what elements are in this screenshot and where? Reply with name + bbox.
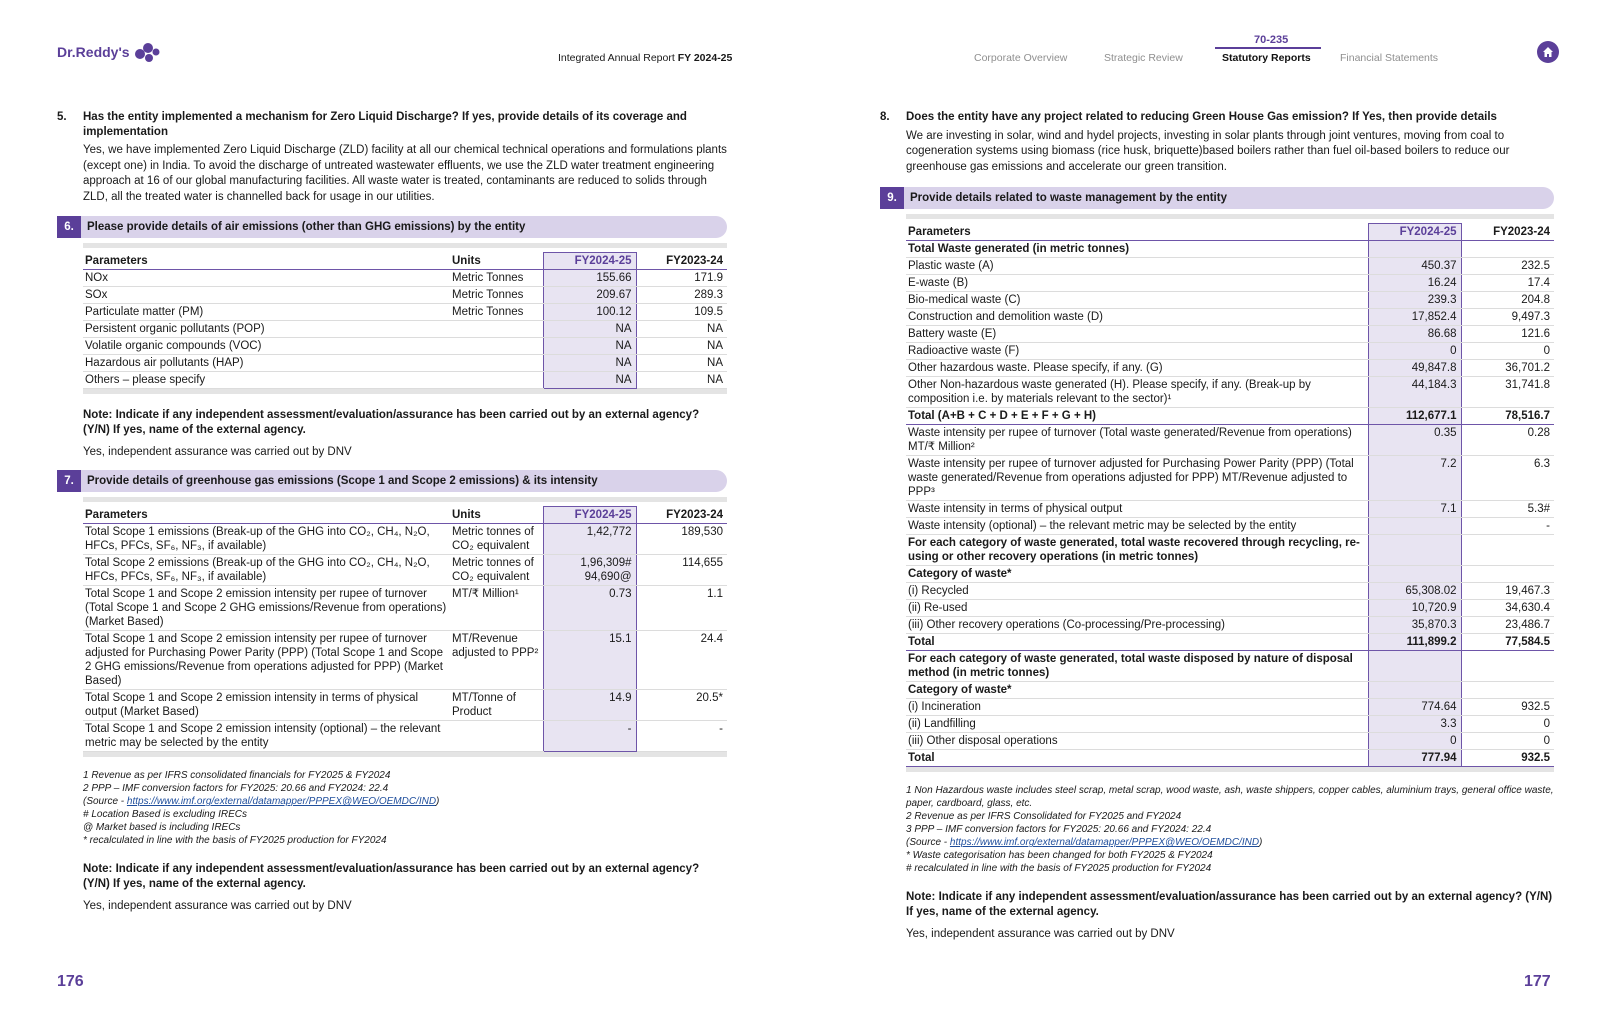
table-row: Total Waste generated (in metric tonnes) xyxy=(906,241,1554,258)
footnotes: 1 Non Hazardous waste includes steel scrap, metal scrap, wood waste, ash, waste shippers, copper cables, aluminium trays, general office waste, paper, cardboard, glass, etc. 2 Revenue as per IFRS Consolidated for FY2025 and FY2024 3 PPP – IMF conversion factors for FY2025: 20.66 and FY2024: 22.4 (Source - https://www.imf.org/external/datamapper/PPPEX@WEO/OEMDC/IND) * Waste categorisation has been changed for both FY2025 & FY2024 # recalculated in line with the basis of FY2025 production for FY2024 xyxy=(906,785,1554,875)
section-6-bar: 6. Please provide details of air emissions (other than GHG emissions) by the entity xyxy=(57,216,727,238)
table-top-rule xyxy=(83,243,727,248)
tab-corporate-overview[interactable]: Corporate Overview xyxy=(974,52,1068,64)
section-6-title: Please provide details of air emissions (other than GHG emissions) by the entity xyxy=(87,221,526,234)
table-row: Total 777.94 932.5 xyxy=(906,750,1554,767)
waste-management-table xyxy=(906,223,1554,767)
table-header-row: Parameters FY2024-25 FY2023-24 xyxy=(906,224,1554,241)
table-row: Category of waste* xyxy=(906,682,1554,699)
table-row: Total Scope 2 emissions (Break-up of the GHG into CO₂, CH₄, N₂O, HFCs, PFCs, SF₆, NF₃, if available) Metric tonnes of CO₂ equivalent 1,96,309# 94,690@ 114,655 xyxy=(83,555,727,586)
table-header-row: Parameters Units FY2024-25 FY2023-24 xyxy=(83,507,727,524)
ghg-emissions-table xyxy=(83,506,727,752)
table-row: E-waste (B) 16.24 17.4 xyxy=(906,275,1554,292)
table-row: Waste intensity in terms of physical output 7.1 5.3# xyxy=(906,501,1554,518)
section-7-bar: 7. Provide details of greenhouse gas emissions (Scope 1 and Scope 2 emissions) & its intensity xyxy=(57,470,727,492)
table-row: Other Non-hazardous waste generated (H). Please specify, if any. (Break-up by composition i.e. by materials relevant to the sector)¹ 44,184.3 31,741.8 xyxy=(906,377,1554,408)
table-row: Construction and demolition waste (D) 17,852.4 9,497.3 xyxy=(906,309,1554,326)
table-row: Bio-medical waste (C) 239.3 204.8 xyxy=(906,292,1554,309)
question-8-title: Does the entity have any project related to reducing Green House Gas emission? If Yes, then provide details xyxy=(906,111,1497,123)
report-title: Integrated Annual Report FY 2024-25 xyxy=(558,52,733,64)
table-row: Battery waste (E) 86.68 121.6 xyxy=(906,326,1554,343)
table-row: Persistent organic pollutants (POP) NA NA xyxy=(83,321,727,338)
section-9-answer: Yes, independent assurance was carried out by DNV xyxy=(906,928,1175,941)
tab-statutory-reports[interactable]: Statutory Reports xyxy=(1222,52,1311,64)
table-row: (iii) Other disposal operations 0 0 xyxy=(906,733,1554,750)
table-row: Total (A+B + C + D + E + F + G + H) 112,677.1 78,516.7 xyxy=(906,408,1554,425)
page-number-right: 177 xyxy=(1524,973,1551,990)
home-icon xyxy=(1542,46,1554,58)
home-button[interactable] xyxy=(1537,41,1559,63)
table-row: Volatile organic compounds (VOC) NA NA xyxy=(83,338,727,355)
table-row: Total Scope 1 and Scope 2 emission intensity (optional) – the relevant metric may be selected by the entity - - xyxy=(83,721,727,752)
table-row: Particulate matter (PM) Metric Tonnes 100.12 109.5 xyxy=(83,304,727,321)
page-number-left: 176 xyxy=(57,973,84,990)
question-5: 5. Has the entity implemented a mechanism for Zero Liquid Discharge? If yes, provide details of its coverage and implementation Yes, we have implemented Zero Liquid Discharge (ZLD) facility at all our chemical technical operations and formulations plants (except one) in India. To avoid the discharge of untreated wastewater effluents, we use the ZLD water treatment engineering approach at 16 of our global manufacturing facilities. All waste water is treated, contaminants are reduced to solids through ZLD, all the treated water is channelled back for usage in our utilities. xyxy=(57,110,727,205)
table-row: (ii) Landfilling 3.3 0 xyxy=(906,716,1554,733)
question-5-title: Has the entity implemented a mechanism for Zero Liquid Discharge? If yes, provide details of its coverage and implementation xyxy=(83,111,687,138)
section-6-answer: Yes, independent assurance was carried out by DNV xyxy=(83,446,352,459)
table-row: (i) Recycled 65,308.02 19,467.3 xyxy=(906,583,1554,600)
table-row: Total Scope 1 and Scope 2 emission intensity per rupee of turnover adjusted for Purchasing Power Parity (PPP) (Total Scope 1 and Scope 2 GHG emissions/Revenue from operations adjusted for PPP) (Market Based) MT/Revenue adjusted to PPP² 15.1 24.4 xyxy=(83,631,727,690)
table-row: (iii) Other recovery operations (Co-processing/Pre-processing) 35,870.3 23,486.7 xyxy=(906,617,1554,634)
section-7-note: Note: Indicate if any independent assessment/evaluation/assurance has been carried out by an external agency? (Y/N) If yes, name of the external agency. xyxy=(83,863,700,891)
question-8: 8. Does the entity have any project related to reducing Green House Gas emission? If Yes, then provide details We are investing in solar, wind and hydel projects, investing in solar plants through joint ventures, moving from coal to cogeneration systems using biomass (rice husk, briquette)based boilers rather than fuel oil-based boilers to reduce our greenhouse gas emissions and accelerate our green transition. xyxy=(880,110,1554,175)
imf-source-link[interactable]: https://www.imf.org/external/datamapper/PPPEX@WEO/OEMDC/IND xyxy=(949,837,1260,849)
table-row: For each category of waste generated, total waste recovered through recycling, re-using or other recovery operations (in metric tonnes) xyxy=(906,535,1554,566)
table-row: Total Scope 1 and Scope 2 emission intensity in terms of physical output (Market Based) MT/Tonne of Product 14.9 20.5* xyxy=(83,690,727,721)
table-row: Waste intensity per rupee of turnover adjusted for Purchasing Power Parity (PPP) (Total waste generated/Revenue from operations adjusted for PPP) MT/Revenue adjusted to PPP³ 7.2 6.3 xyxy=(906,456,1554,501)
table-top-rule xyxy=(906,214,1554,219)
table-bottom-rule xyxy=(83,752,727,757)
table-row: Others – please specify NA NA xyxy=(83,372,727,389)
table-row: Category of waste* xyxy=(906,566,1554,583)
tab-strategic-review[interactable]: Strategic Review xyxy=(1104,52,1183,64)
table-row: Plastic waste (A) 450.37 232.5 xyxy=(906,258,1554,275)
table-row: For each category of waste generated, total waste disposed by nature of disposal method (in metric tonnes) xyxy=(906,651,1554,682)
table-row: Waste intensity per rupee of turnover (Total waste generated/Revenue from operations) MT/₹ Million² 0.35 0.28 xyxy=(906,425,1554,456)
air-emissions-table xyxy=(83,252,727,389)
brand-name: Dr.Reddy's xyxy=(57,44,130,61)
section-9-note: Note: Indicate if any independent assessment/evaluation/assurance has been carried out by an external agency? (Y/N) If yes, name of the external agency. xyxy=(906,891,1553,919)
right-column xyxy=(880,110,1554,942)
section-7-answer: Yes, independent assurance was carried out by DNV xyxy=(83,900,352,913)
left-column xyxy=(57,110,727,914)
section-7-title: Provide details of greenhouse gas emissions (Scope 1 and Scope 2 emissions) & its intensity xyxy=(87,474,598,487)
question-8-answer: We are investing in solar, wind and hydel projects, investing in solar plants through joint ventures, moving from coal to cogeneration systems using biomass (rice husk, briquette)based boilers rather than fuel oil-based boilers to reduce our greenhouse gas emissions and accelerate our green transition. xyxy=(906,129,1510,173)
table-row: (ii) Re-used 10,720.9 34,630.4 xyxy=(906,600,1554,617)
table-header-row: Parameters Units FY2024-25 FY2023-24 xyxy=(83,253,727,270)
table-row: (i) Incineration 774.64 932.5 xyxy=(906,699,1554,716)
table-row: NOx Metric Tonnes 155.66 171.9 xyxy=(83,270,727,287)
table-row: Total Scope 1 and Scope 2 emission intensity per rupee of turnover (Total Scope 1 and Scope 2 GHG emissions/Revenue from operations) (Market Based) MT/₹ Million¹ 0.73 1.1 xyxy=(83,586,727,631)
table-bottom-rule xyxy=(83,389,727,394)
page-range: 70-235 xyxy=(1254,34,1289,46)
section-9-bar: 9. Provide details related to waste management by the entity xyxy=(880,187,1554,209)
table-top-rule xyxy=(83,497,727,502)
brand-logo[interactable] xyxy=(57,42,160,64)
table-row: Radioactive waste (F) 0 0 xyxy=(906,343,1554,360)
table-row: SOx Metric Tonnes 209.67 289.3 xyxy=(83,287,727,304)
section-9-title: Provide details related to waste management by the entity xyxy=(910,191,1227,204)
footnotes: 1 Revenue as per IFRS consolidated financials for FY2025 & FY2024 2 PPP – IMF conversion factors for FY2025: 20.66 and FY2024: 22.4 (Source - https://www.imf.org/external/datamapper/PPPEX@WEO/OEMDC/IND) # Location Based is excluding IRECs @ Market based is including IRECs * recalculated in line with the basis of FY2025 production for FY2024 xyxy=(83,770,440,847)
imf-source-link[interactable]: https://www.imf.org/external/datamapper/PPPEX@WEO/OEMDC/IND xyxy=(126,796,437,808)
question-5-answer: Yes, we have implemented Zero Liquid Discharge (ZLD) facility at all our chemical technical operations and formulations plants (except one) in India. To avoid the discharge of untreated wastewater effluents, we use the ZLD water treatment engineering approach at 16 of our global manufacturing facilities. All waste water is treated, contaminants are reduced to solids through ZLD, all the treated water is channelled back for usage in our utilities. xyxy=(83,144,727,203)
tab-financial-statements[interactable]: Financial Statements xyxy=(1340,52,1439,64)
active-tab-indicator xyxy=(1215,47,1321,49)
table-row: Hazardous air pollutants (HAP) NA NA xyxy=(83,355,727,372)
molecule-logo-icon xyxy=(134,42,160,64)
table-row: Total Scope 1 emissions (Break-up of the GHG into CO₂, CH₄, N₂O, HFCs, PFCs, SF₆, NF₃, if available) Metric tonnes of CO₂ equivalent 1,42,772 189,530 xyxy=(83,524,727,555)
table-row: Total 111,899.2 77,584.5 xyxy=(906,634,1554,651)
table-row: Other hazardous waste. Please specify, if any. (G) 49,847.8 36,701.2 xyxy=(906,360,1554,377)
table-row: Waste intensity (optional) – the relevant metric may be selected by the entity - xyxy=(906,518,1554,535)
table-bottom-rule xyxy=(906,767,1554,772)
section-6-note: Note: Indicate if any independent assessment/evaluation/assurance has been carried out by an external agency? (Y/N) If yes, name of the external agency. xyxy=(83,409,700,437)
